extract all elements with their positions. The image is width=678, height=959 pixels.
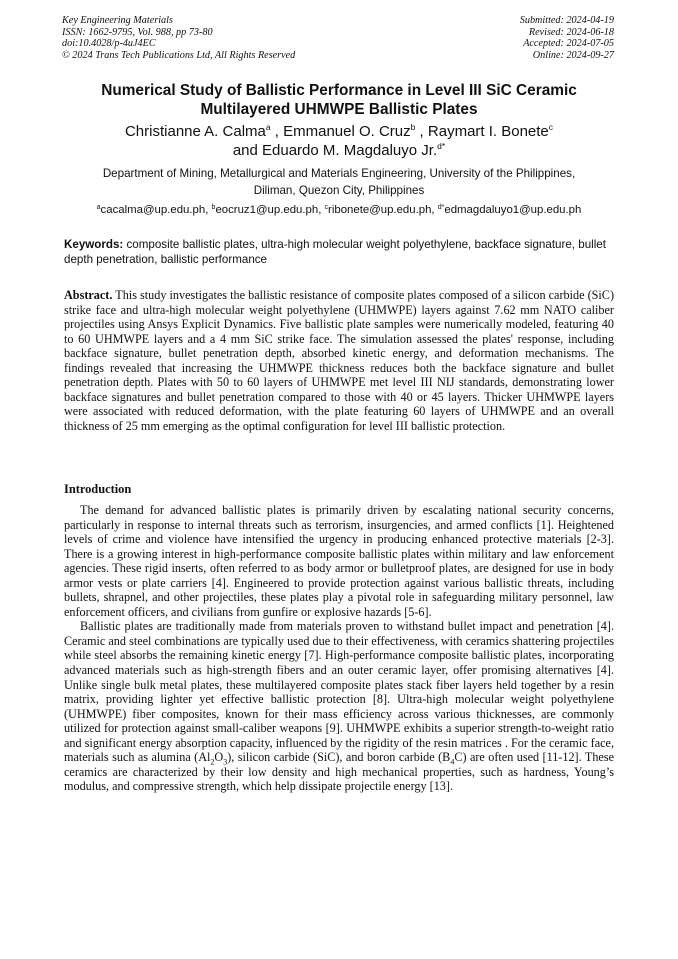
email-address: edmagdaluyo1@up.edu.ph bbox=[444, 204, 582, 216]
introduction-paragraph-1: The demand for advanced ballistic plates is primarily driven by escalating national security concerns, particularly in response to internal threats such as terrorism, insurgencies, and armed conflicts [1]. Heightened levels of crime and violence have intensified the urgency in producing enhanced protective materials [2-3]. There is a growing interest in high-performance composite ballistic plates within military and law enforcement agencies. These rigid inserts, often referred to as body armor or bulletproof plates, are designed for use in body armor vests or plate carriers [4]. Engineered to provide protection against various ballistic threats, including bullets, shrapnel, and other projectiles, these plates play a pivotal role in safeguarding military personnel, law enforcement officers, and civilians from gunfire or explosive hazards [5-6]. bbox=[64, 503, 614, 619]
paragraph-text: Ballistic plates are traditionally made from materials proven to withstand bullet impact and penetration [4]. Ceramic and steel combinations are typically used due to their effectiveness, with ceramics shattering projectiles while steel absorbs the remaining kinetic energy [7]. High-performance composite ballistic plates, incorporating advanced materials such as high-strength fibers and an outer ceramic layer, offer promising alternatives [4]. Unlike single bulk metal plates, these multilayered composite plates stack fiber layers held together by a resin matrix, providing lighter yet effective ballistic protection [8]. Ultra-high molecular weight polyethylene (UHMWPE) fiber composites, known for their mass efficiency across various thicknesses, are commonly utilized for protection against small-caliber weapons [9]. UHMWPE exhibits a superior strength-to-weight ratio and significant energy absorption capacity, influenced by the rigidity of the resin matrices . For the ceramic face, materials such as alumina (Al bbox=[64, 619, 614, 765]
email-mark: b bbox=[211, 204, 216, 211]
author-affiliation-mark: b bbox=[410, 122, 416, 132]
subscript: 4 bbox=[450, 757, 455, 767]
authors-line-1 bbox=[40, 122, 638, 141]
author-list bbox=[40, 122, 638, 160]
author-affiliation-mark: c bbox=[548, 122, 554, 132]
keywords-label: Keywords: bbox=[64, 238, 124, 251]
affiliation bbox=[60, 166, 618, 199]
email-address: ribonete@up.edu.ph, bbox=[328, 204, 438, 216]
affiliation-line-1: Department of Mining, Metallurgical and Materials Engineering, University of the Philippines, bbox=[102, 167, 576, 180]
revised-date: Revised: 2024-06-18 bbox=[528, 26, 614, 38]
journal-name: Key Engineering Materials bbox=[62, 15, 173, 26]
email-address: eocruz1@up.edu.ph, bbox=[215, 204, 325, 216]
author-name: , Emmanuel O. Cruz bbox=[270, 123, 411, 140]
author-name: and Eduardo M. Magdaluyo Jr. bbox=[232, 142, 438, 159]
accepted-date: Accepted: 2024-07-05 bbox=[523, 38, 614, 50]
publication-dates bbox=[520, 15, 614, 61]
section-heading-introduction: Introduction bbox=[64, 482, 132, 496]
abstract-block bbox=[64, 288, 614, 433]
paragraph-text: ), silicon carbide (SiC), and boron carbide (B bbox=[227, 750, 451, 765]
keywords-text: composite ballistic plates, ultra-high molecular weight polyethylene, backface signature, bullet depth penetration, ballistic performance bbox=[64, 238, 606, 266]
issn-line: ISSN: 1662-9795, Vol. 988, pp 73-80 bbox=[62, 26, 213, 38]
affiliation-line-2: Diliman, Quezon City, Philippines bbox=[253, 183, 425, 197]
paragraph-text: O bbox=[214, 750, 224, 765]
subscript: 2 bbox=[210, 757, 215, 767]
author-name: , Raymart I. Bonete bbox=[415, 123, 549, 140]
abstract-text: This study investigates the ballistic resistance of composite plates composed of a silicon carbide (SiC) strike face and ultra-high molecular weight polyethylene (UHMWPE) layers against 7.62 mm NATO caliber projectiles using Ansys Explicit Dynamics. Five ballistic plate samples were numerically modeled, featuring 40 to 60 UHMWPE layers and a 4 mm SiC strike face. The simulation assessed the plates' response, including backface signature, bullet penetration depth, absorbed kinetic energy, and deformation mechanisms. The findings revealed that increasing the UHMWPE thickness reduces both the backface signature and bullet penetration depth. Plates with 50 to 60 layers of UHMWPE met level III NIJ standards, demonstrating lower backface signatures and bullet penetration compared to those with 40 or 45 layers. Thicker UHMWPE layers were associated with reduced deformation, with the plate featuring 60 layers of UHMWPE and an overall thickness of 25 mm emerging as the optimal configuration for level III ballistic protection. bbox=[64, 288, 614, 433]
authors-line-2 bbox=[40, 141, 638, 160]
title-line-1: Numerical Study of Ballistic Performance in Level III SiC Ceramic bbox=[101, 82, 577, 99]
publication-info bbox=[62, 15, 295, 61]
title-line-2: Multilayered UHMWPE Ballistic Plates bbox=[200, 101, 478, 118]
author-affiliation-mark: a bbox=[265, 122, 271, 132]
submitted-date: Submitted: 2024-04-19 bbox=[519, 15, 614, 26]
author-emails bbox=[40, 203, 638, 218]
online-date: Online: 2024-09-27 bbox=[532, 49, 614, 61]
email-mark: a bbox=[96, 204, 101, 211]
email-mark: d* bbox=[437, 204, 445, 211]
paper-title bbox=[40, 81, 638, 119]
author-affiliation-mark: d* bbox=[437, 141, 446, 151]
doi-line: doi:10.4028/p-4uJ4EC bbox=[62, 38, 156, 50]
email-address: cacalma@up.edu.ph, bbox=[100, 204, 212, 216]
keywords-block bbox=[64, 238, 616, 267]
introduction-body bbox=[64, 503, 614, 794]
author-name: Christianne A. Calma bbox=[124, 123, 266, 140]
subscript: 3 bbox=[223, 757, 228, 767]
copyright-line: © 2024 Trans Tech Publications Ltd, All Rights Reserved bbox=[62, 49, 296, 61]
introduction-paragraph-2 bbox=[64, 619, 614, 794]
email-mark: c bbox=[324, 204, 329, 211]
paragraph-text: C) are often used [11-12]. These ceramics are characterized by their low density and high mechanical properties, such as hardness, Young’s modulus, and compressive strength, which help dissipate projectile energy [13]. bbox=[64, 750, 614, 794]
abstract-label: Abstract. bbox=[64, 288, 113, 302]
